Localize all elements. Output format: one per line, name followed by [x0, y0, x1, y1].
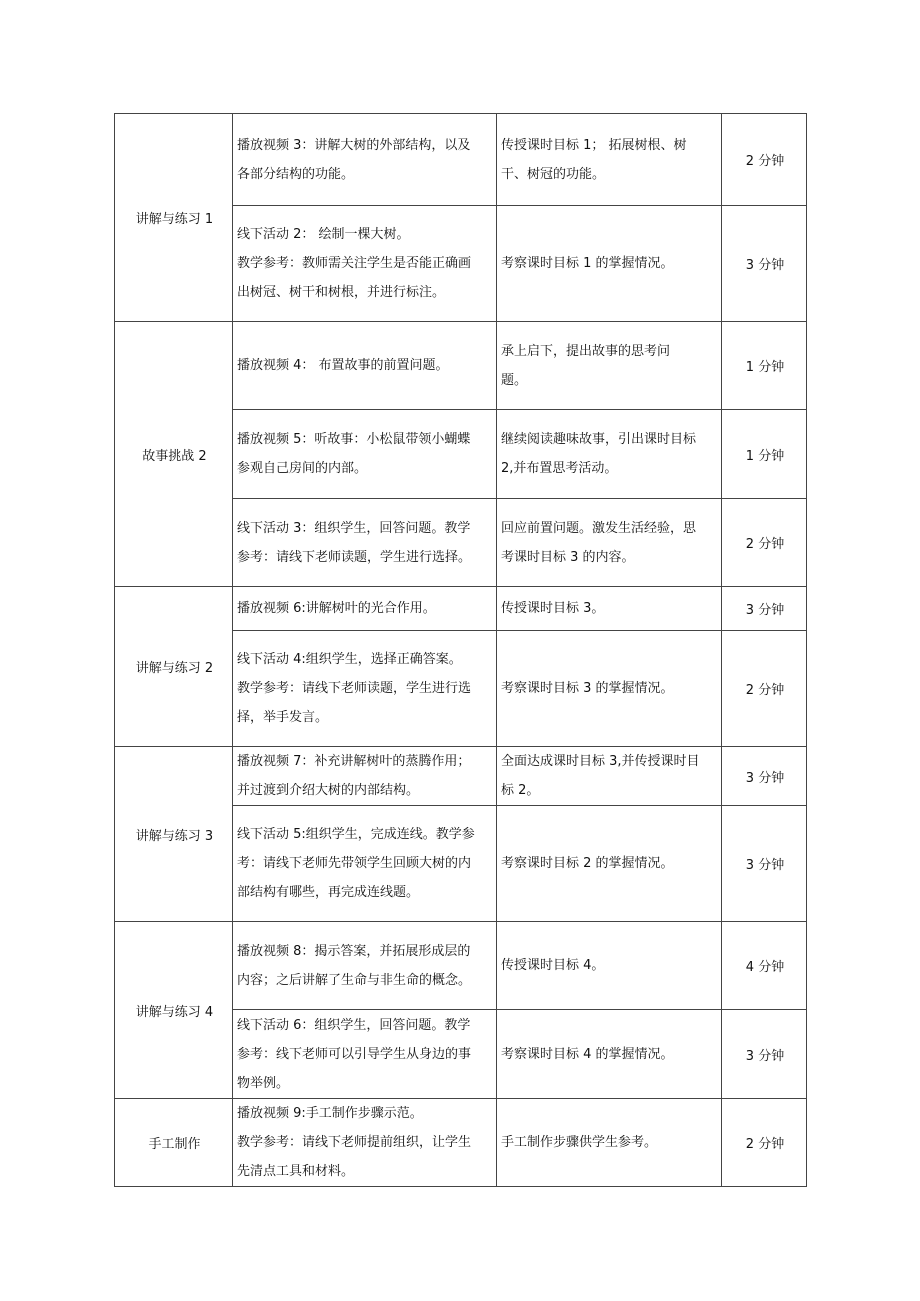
activity-goal	[497, 410, 722, 499]
activity-content-line: 播放视频 5：听故事：小松鼠带领小蝴蝶	[237, 432, 471, 447]
activity-content	[233, 806, 497, 922]
activity-goal-line: 回应前置问题。激发生活经验，思	[501, 520, 697, 536]
activity-duration: 3 分钟	[722, 1010, 807, 1099]
activity-duration: 1 分钟	[722, 410, 807, 499]
activity-goal	[497, 1099, 722, 1187]
activity-goal-line: 题。	[501, 372, 528, 388]
activity-duration: 2 分钟	[722, 631, 807, 747]
activity-content-line: 择，举手发言。	[237, 710, 329, 725]
activity-content-line: 线下活动 6：组织学生，回答问题。教学	[237, 1017, 471, 1033]
activity-content-line: 线下活动 2： 绘制一棵大树。	[237, 227, 410, 242]
activity-content-line: 参考：请线下老师读题，学生进行选择。	[237, 549, 472, 565]
activity-content-line: 物举例。	[237, 1075, 290, 1091]
activity-content-line: 线下活动 4:组织学生，选择正确答案。	[237, 652, 462, 667]
activity-content-line: 播放视频 3：讲解大树的外部结构，以及	[237, 137, 471, 153]
activity-goal	[497, 747, 722, 806]
activity-duration: 2 分钟	[722, 1099, 807, 1187]
section-name: 讲解与练习 1	[115, 114, 233, 322]
activity-content-line: 部结构有哪些，再完成连线题。	[237, 885, 420, 900]
activity-content-line: 各部分结构的功能。	[237, 166, 355, 182]
activity-goal-line: 承上启下，提出故事的思考问	[501, 343, 671, 359]
activity-goal	[497, 1010, 722, 1099]
activity-duration: 4 分钟	[722, 922, 807, 1010]
activity-goal	[497, 806, 722, 922]
section-name: 手工制作	[115, 1099, 233, 1187]
activity-content-line: 播放视频 8：揭示答案，并拓展形成层的	[237, 943, 471, 959]
table-row	[115, 747, 807, 806]
activity-goal	[497, 587, 722, 631]
activity-content	[233, 1010, 497, 1099]
table-row	[115, 114, 807, 206]
activity-content-line: 教学参考：请线下老师读题，学生进行选	[237, 681, 472, 696]
activity-goal-line: 手工制作步骤供学生参考。	[501, 1135, 658, 1150]
activity-content	[233, 747, 497, 806]
activity-content-line: 教学参考：教师需关注学生是否能正确画	[237, 256, 472, 271]
activity-content-line: 线下活动 5:组织学生，完成连线。教学参	[237, 827, 475, 842]
table-row	[115, 587, 807, 631]
activity-content-line: 并过渡到介绍大树的内部结构。	[237, 783, 420, 798]
activity-content-line: 线下活动 3：组织学生，回答问题。教学	[237, 520, 471, 536]
lesson-plan-table	[114, 113, 807, 1187]
activity-goal	[497, 206, 722, 322]
table-row	[115, 322, 807, 410]
activity-content	[233, 587, 497, 631]
activity-content	[233, 922, 497, 1010]
activity-duration: 3 分钟	[722, 747, 807, 806]
activity-duration: 2 分钟	[722, 499, 807, 587]
lesson-plan-body	[115, 114, 807, 1187]
activity-content	[233, 631, 497, 747]
activity-content	[233, 114, 497, 206]
activity-content-line: 播放视频 6:讲解树叶的光合作用。	[237, 601, 436, 616]
section-name: 讲解与练习 4	[115, 922, 233, 1099]
table-row	[115, 1099, 807, 1187]
activity-content	[233, 499, 497, 587]
activity-content	[233, 322, 497, 410]
activity-goal-line: 传授课时目标 3。	[501, 601, 605, 616]
activity-content-line: 先清点工具和材料。	[237, 1164, 355, 1179]
activity-content-line: 出树冠、树干和树根，并进行标注。	[237, 285, 446, 300]
section-name: 讲解与练习 3	[115, 747, 233, 922]
section-name: 故事挑战 2	[115, 322, 233, 587]
activity-content-line: 内容；之后讲解了生命与非生命的概念。	[237, 972, 472, 988]
activity-content	[233, 206, 497, 322]
activity-goal-line: 考察课时目标 3 的掌握情况。	[501, 681, 674, 696]
activity-goal-line: 干、树冠的功能。	[501, 166, 606, 182]
activity-goal-line: 全面达成课时目标 3,并传授课时目	[501, 754, 700, 769]
activity-duration: 2 分钟	[722, 114, 807, 206]
activity-content-line: 播放视频 9:手工制作步骤示范。	[237, 1106, 423, 1121]
activity-duration: 3 分钟	[722, 587, 807, 631]
activity-duration: 3 分钟	[722, 806, 807, 922]
activity-goal	[497, 499, 722, 587]
activity-goal-line: 传授课时目标 4。	[501, 958, 605, 973]
activity-content-line: 播放视频 7：补充讲解树叶的蒸腾作用；	[237, 754, 471, 769]
activity-content-line: 参考：线下老师可以引导学生从身边的事	[237, 1046, 472, 1062]
activity-content-line: 播放视频 4： 布置故事的前置问题。	[237, 358, 449, 373]
activity-goal-line: 考课时目标 3 的内容。	[501, 549, 635, 565]
activity-content-line: 教学参考：请线下老师提前组织，让学生	[237, 1135, 472, 1150]
section-name: 讲解与练习 2	[115, 587, 233, 747]
activity-content	[233, 1099, 497, 1187]
activity-goal-line: 继续阅读趣味故事，引出课时目标	[501, 432, 697, 447]
activity-goal	[497, 631, 722, 747]
activity-goal-line: 2,并布置思考活动。	[501, 461, 618, 476]
activity-goal	[497, 322, 722, 410]
activity-content-line: 考：请线下老师先带领学生回顾大树的内	[237, 856, 472, 871]
activity-content	[233, 410, 497, 499]
activity-goal-line: 考察课时目标 1 的掌握情况。	[501, 256, 674, 271]
activity-goal	[497, 922, 722, 1010]
activity-goal-line: 标 2。	[501, 783, 540, 798]
activity-goal-line: 传授课时目标 1； 拓展树根、树	[501, 137, 687, 153]
activity-content-line: 参观自己房间的内部。	[237, 461, 368, 476]
activity-goal-line: 考察课时目标 2 的掌握情况。	[501, 856, 674, 871]
activity-goal	[497, 114, 722, 206]
table-row	[115, 922, 807, 1010]
activity-duration: 1 分钟	[722, 322, 807, 410]
activity-duration: 3 分钟	[722, 206, 807, 322]
activity-goal-line: 考察课时目标 4 的掌握情况。	[501, 1046, 674, 1062]
